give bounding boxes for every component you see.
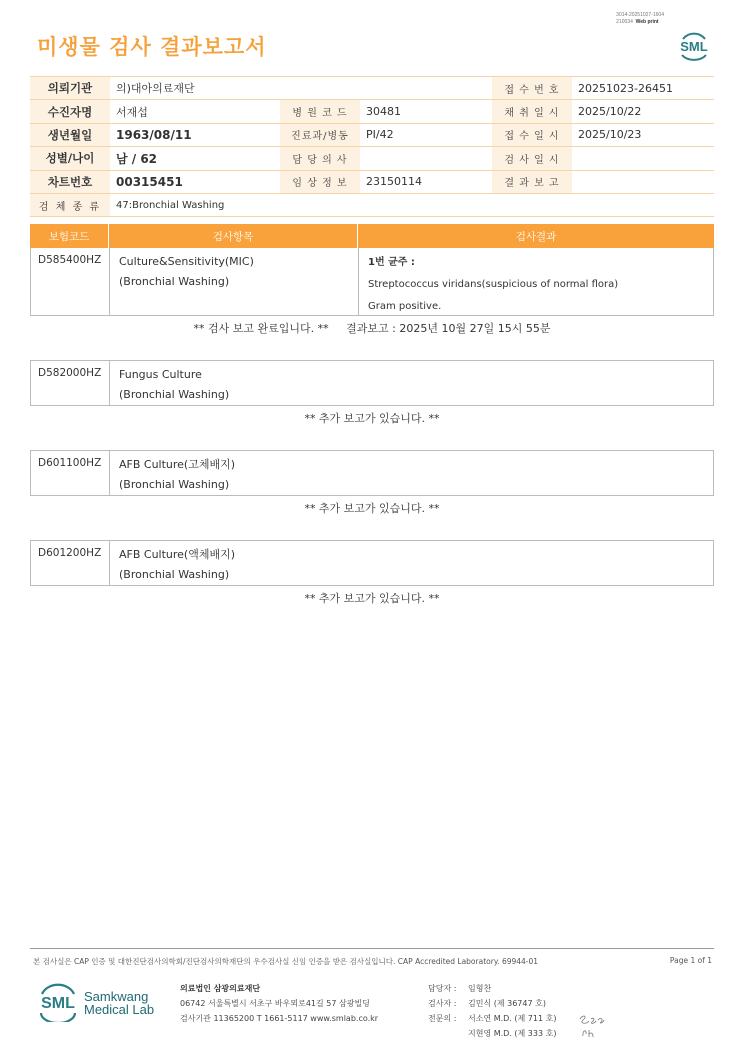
result-line: 1번 균주 :: [368, 257, 415, 268]
info-value: 남 / 62: [110, 147, 280, 170]
report-note: ** 검사 보고 완료입니다. ** 결과보고 : 2025년 10월 27일 15시 55분: [193, 322, 551, 335]
staff-row: [428, 996, 556, 1011]
header-code: 보험코드: [30, 224, 109, 248]
staff-name: 김민식 (제 36747 호): [468, 999, 546, 1008]
test-specimen: (Bronchial Washing): [119, 478, 230, 491]
report-note: ** 추가 보고가 있습니다. **: [304, 412, 440, 425]
sml-logo-icon: [676, 28, 712, 64]
test-result: [359, 248, 713, 315]
info-row: [30, 193, 714, 216]
test-specimen: (Bronchial Washing): [119, 388, 230, 401]
header-item: 검사항목: [109, 224, 358, 248]
report-note: ** 추가 보고가 있습니다. **: [304, 592, 440, 605]
staff-role: 담당자 :: [428, 984, 457, 993]
info-label: 진료과/병동: [280, 123, 360, 146]
info-label: 차트번호: [30, 170, 110, 193]
sml-logo-icon: [36, 982, 80, 1022]
info-value: 서재섭: [110, 100, 280, 123]
test-block: [30, 248, 714, 316]
organization-info: [180, 981, 378, 1026]
report-note: ** 추가 보고가 있습니다. **: [304, 502, 440, 515]
brand-name: [84, 990, 154, 1016]
info-label: 검 사 일 시: [492, 147, 572, 170]
info-value: 2025/10/23: [572, 123, 714, 146]
info-label: 생년월일: [30, 123, 110, 146]
patient-info-table: [30, 76, 714, 217]
info-value: 00315451: [110, 170, 280, 193]
info-label: 채 취 일 시: [492, 100, 572, 123]
staff-row: [428, 1011, 556, 1026]
insurance-code: D601200HZ: [31, 541, 110, 585]
info-value: 20251023-26451: [572, 77, 714, 100]
info-value: 2025/10/22: [572, 100, 714, 123]
test-item: [110, 361, 713, 405]
info-label: 의뢰기관: [30, 77, 110, 100]
staff-role: [428, 1026, 468, 1041]
test-item: [110, 541, 713, 585]
print-code-line2: 210034: [616, 19, 633, 25]
svg-text:SML: SML: [41, 995, 75, 1012]
info-row: [30, 100, 714, 123]
info-label: 접 수 번 호: [492, 77, 572, 100]
web-print-label: Web print: [635, 19, 659, 25]
test-name: Fungus Culture: [119, 368, 202, 381]
staff-row: [428, 981, 556, 996]
specimen-label: 검 체 종 류: [30, 193, 110, 216]
header-result: 검사결과: [515, 230, 557, 243]
info-row: [30, 147, 714, 170]
info-label: 임 상 정 보: [280, 170, 360, 193]
staff-info: [428, 981, 556, 1041]
test-name: AFB Culture(액체배지): [119, 548, 236, 561]
info-value: [572, 147, 714, 170]
info-value: [360, 147, 492, 170]
org-contact: 검사기관 11365200 T 1661-5117 www.smlab.co.kr: [180, 1014, 379, 1023]
result-line: Gram positive.: [368, 301, 442, 312]
info-value: 30481: [360, 100, 492, 123]
page-number: Page 1 of 1: [669, 956, 712, 965]
info-value: PI/42: [360, 123, 492, 146]
info-label: 담 당 의 사: [280, 147, 360, 170]
specimen-value: 47:Bronchial Washing: [110, 193, 714, 216]
insurance-code: D585400HZ: [31, 248, 110, 315]
footer-divider: [30, 948, 714, 949]
test-item: [110, 248, 359, 315]
test-specimen: (Bronchial Washing): [119, 568, 230, 581]
page-title: 미생물 검사 결과보고서: [37, 35, 267, 59]
test-name: Culture&Sensitivity(MIC): [119, 255, 254, 268]
info-value: [572, 170, 714, 193]
brand-line1: Samkwang: [84, 989, 149, 1004]
info-label: 병 원 코 드: [280, 100, 360, 123]
signature-icon: [577, 1010, 617, 1040]
print-code-line1: 3014-20251027-1604: [616, 12, 664, 18]
info-label: 수진자명: [30, 100, 110, 123]
info-label: 결 과 보 고: [492, 170, 572, 193]
certification-text: 본 검사실은 CAP 인증 및 대한진단검사의학회/진단검사의학재단의 우수검사실 신임 인증을 받은 검사실입니다. CAP Accredited Laboratory. 69944-01: [33, 957, 539, 966]
info-label: 접 수 일 시: [492, 123, 572, 146]
info-row: [30, 170, 714, 193]
info-value: 23150114: [360, 170, 492, 193]
test-item: [110, 451, 713, 495]
info-row: [30, 123, 714, 146]
staff-name: 서소연 M.D. (제 711 호): [468, 1014, 557, 1023]
result-line: Streptococcus viridans(suspicious of normal flora): [368, 279, 619, 290]
test-block: [30, 540, 714, 586]
staff-name: 지현영 M.D. (제 333 호): [468, 1029, 557, 1038]
staff-name: 임형찬: [468, 984, 492, 993]
staff-row: [428, 1026, 556, 1041]
staff-role: 전문의 :: [428, 1014, 457, 1023]
org-name: 의료법인 삼광의료재단: [180, 984, 261, 993]
info-value: 1963/08/11: [110, 123, 280, 146]
org-address: 06742 서울특별시 서초구 바우뫼로41길 57 삼광빌딩: [180, 999, 370, 1008]
test-block: [30, 450, 714, 496]
test-name: AFB Culture(고체배지): [119, 458, 236, 471]
brand-line2: Medical Lab: [84, 1002, 155, 1017]
info-value: 의)대아의료재단: [110, 77, 492, 100]
info-label: 성별/나이: [30, 147, 110, 170]
print-code: [616, 12, 664, 26]
test-block: [30, 360, 714, 406]
insurance-code: D601100HZ: [31, 451, 110, 495]
staff-role: 검사자 :: [428, 999, 457, 1008]
test-specimen: (Bronchial Washing): [119, 275, 230, 288]
insurance-code: D582000HZ: [31, 361, 110, 405]
results-header: [30, 224, 714, 248]
svg-text:SML: SML: [680, 39, 708, 54]
info-row: [30, 77, 714, 100]
